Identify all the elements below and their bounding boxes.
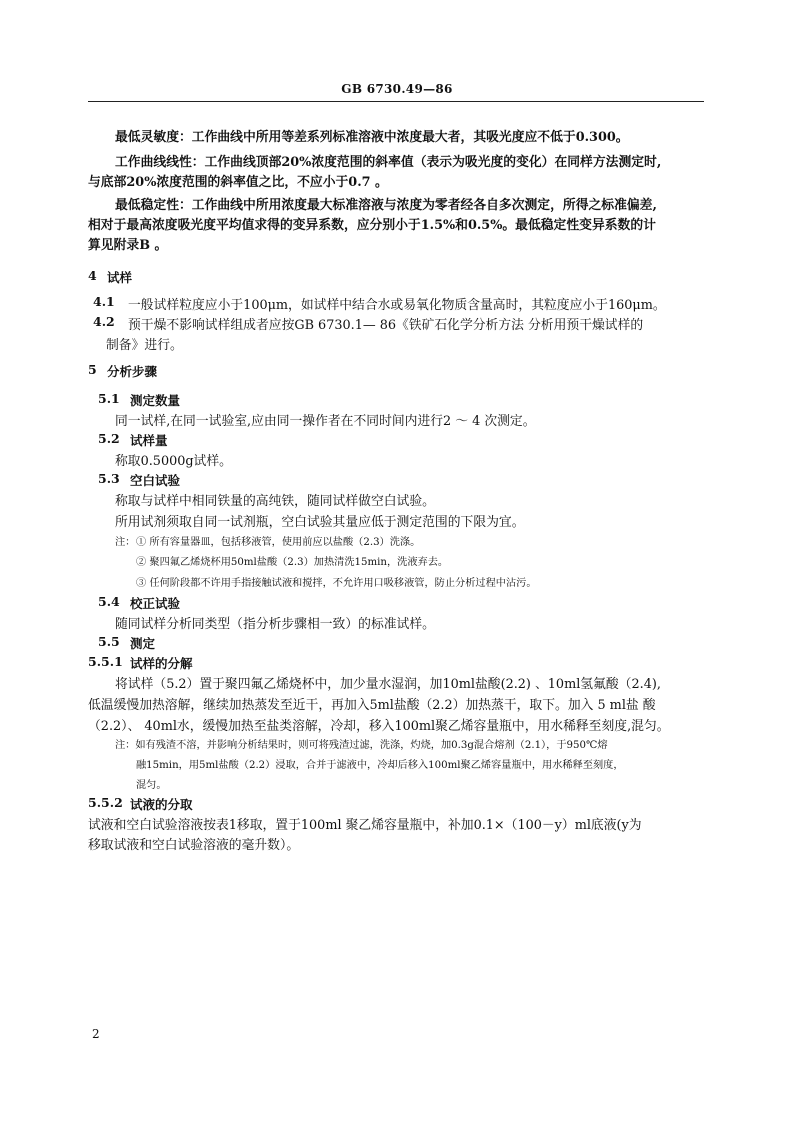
clause-5-2-number: 5.2 — [98, 431, 120, 446]
linearity-line-1: 工作曲线线性：工作曲线顶部20%浓度范围的斜率值（表示为吸光度的变化）在同样方法测定时, — [115, 155, 662, 170]
clause-5-5-1-text-1: 将试样（5.2）置于聚四氟乙烯烧杯中，加少量水湿润，加10ml盐酸(2.2) 、10ml氢氟酸（2.4), — [115, 677, 661, 692]
clause-5-5-1-number: 5.5.1 — [88, 654, 123, 669]
clause-5-4-number: 5.4 — [98, 594, 120, 609]
clause-5-1-title: 测定数量 — [130, 393, 181, 408]
clause-4-2-number: 4.2 — [93, 314, 115, 329]
clause-4-1-number: 4.1 — [93, 294, 115, 309]
clause-5-2-text: 称取0.5000g试样。 — [115, 454, 232, 469]
page-number: 2 — [92, 1027, 100, 1041]
clause-5-1-number: 5.1 — [98, 391, 120, 406]
notes-label: 注： — [115, 537, 136, 548]
clause-5-2-title: 试样量 — [130, 433, 168, 448]
clause-5-4-text: 随同试样分析同类型（指分析步骤相一致）的标准试样。 — [115, 617, 435, 632]
stability-line-2: 相对于最高浓度吸光度平均值求得的变异系数，应分别小于1.5%和0.5%。最低稳定性变异系数的计 — [88, 218, 656, 233]
clause-5-1-text: 同一试样,在同一试验室,应由同一操作者在不同时间内进行2 ～ 4 次测定。 — [115, 414, 536, 429]
note-2: ② 聚四氟乙烯烧杯用50ml盐酸（2.3）加热清洗15min，洗液弃去。 — [136, 557, 449, 568]
min-sensitivity-line: 最低灵敏度：工作曲线中所用等差系列标准溶液中浓度最大者，其吸光度应不低于0.300。 — [115, 130, 629, 145]
clause-5-5-1-title: 试样的分解 — [130, 656, 193, 671]
stability-line-1: 最低稳定性：工作曲线中所用浓度最大标准溶液与浓度为零者经各自多次测定，所得之标准偏差, — [115, 198, 657, 213]
stability-line-3: 算见附录B 。 — [88, 238, 168, 253]
clause-5-3-text-2: 所用试剂须取自同一试剂瓶，空白试验其量应低于测定范围的下限为宜。 — [115, 515, 525, 530]
clause-5-3-number: 5.3 — [98, 471, 120, 486]
note-3: ③ 任何阶段都不许用手指接触试液和搅拌，不允许用口吸移液管，防止分析过程中沾污。 — [136, 578, 537, 589]
section-5-number: 5 — [88, 362, 97, 377]
clause-5-5-2-number: 5.5.2 — [88, 795, 123, 810]
section-4-title: 试样 — [107, 270, 133, 285]
clause-5-3-text-1: 称取与试样中相同铁量的高纯铁，随同试样做空白试验。 — [115, 494, 435, 509]
linearity-line-2: 与底部20%浓度范围的斜率值之比，不应小于0.7 。 — [88, 175, 388, 190]
header-rule — [88, 101, 704, 102]
note-5-5-1-line-2: 融15min，用5ml盐酸（2.2）浸取，合并于滤液中，冷却后移入100ml聚乙烯容量瓶中，用水稀释至刻度， — [136, 760, 624, 771]
clause-5-5-1-text-2: 低温缓慢加热溶解，继续加热蒸发至近干，再加入5ml盐酸（2.2）加热蒸干，取下。加入 5 ml盐 酸 — [88, 698, 656, 713]
section-5-title: 分析步骤 — [107, 364, 158, 379]
clause-4-1-text: 一般试样粒度应小于100μm，如试样中结合水或易氧化物质含量高时，其粒度应小于160μm。 — [128, 298, 666, 313]
note-1: ① 所有容量器皿，包括移液管，使用前应以盐酸（2.3）洗涤。 — [136, 537, 421, 548]
note-5-5-1-line-3: 混匀。 — [136, 780, 167, 791]
clause-5-5-1-text-3: （2.2）、 40ml水，缓慢加热至盐类溶解，冷却，移入100ml聚乙烯容量瓶中，用水稀释至刻度,混匀。 — [88, 719, 670, 734]
standard-code-header: GB 6730.49—86 — [341, 82, 453, 96]
note-5-5-1-line-1: 注：如有残渣不溶，并影响分析结果时，则可将残渣过滤，洗涤，灼烧，加0.3g混合熔剂（2.1），于950℃熔 — [115, 740, 608, 751]
clause-5-5-2-text-1: 试液和空白试验溶液按表1移取，置于100ml 聚乙烯容量瓶中，补加0.1×（100－y）ml底液(y为 — [88, 818, 642, 833]
clause-5-5-2-title: 试液的分取 — [130, 797, 193, 812]
clause-4-2-text-2: 制备》进行。 — [106, 338, 183, 353]
clause-5-5-2-text-2: 移取试液和空白试验溶液的毫升数）。 — [88, 838, 300, 853]
clause-5-3-title: 空白试验 — [130, 473, 181, 488]
clause-5-4-title: 校正试验 — [130, 596, 181, 611]
clause-5-5-number: 5.5 — [98, 634, 120, 649]
clause-4-2-text-1: 预干燥不影响试样组成者应按GB 6730.1— 86《铁矿石化学分析方法 分析用预干燥试样的 — [128, 318, 644, 333]
section-4-number: 4 — [88, 268, 97, 283]
clause-5-5-title: 测定 — [130, 636, 156, 651]
